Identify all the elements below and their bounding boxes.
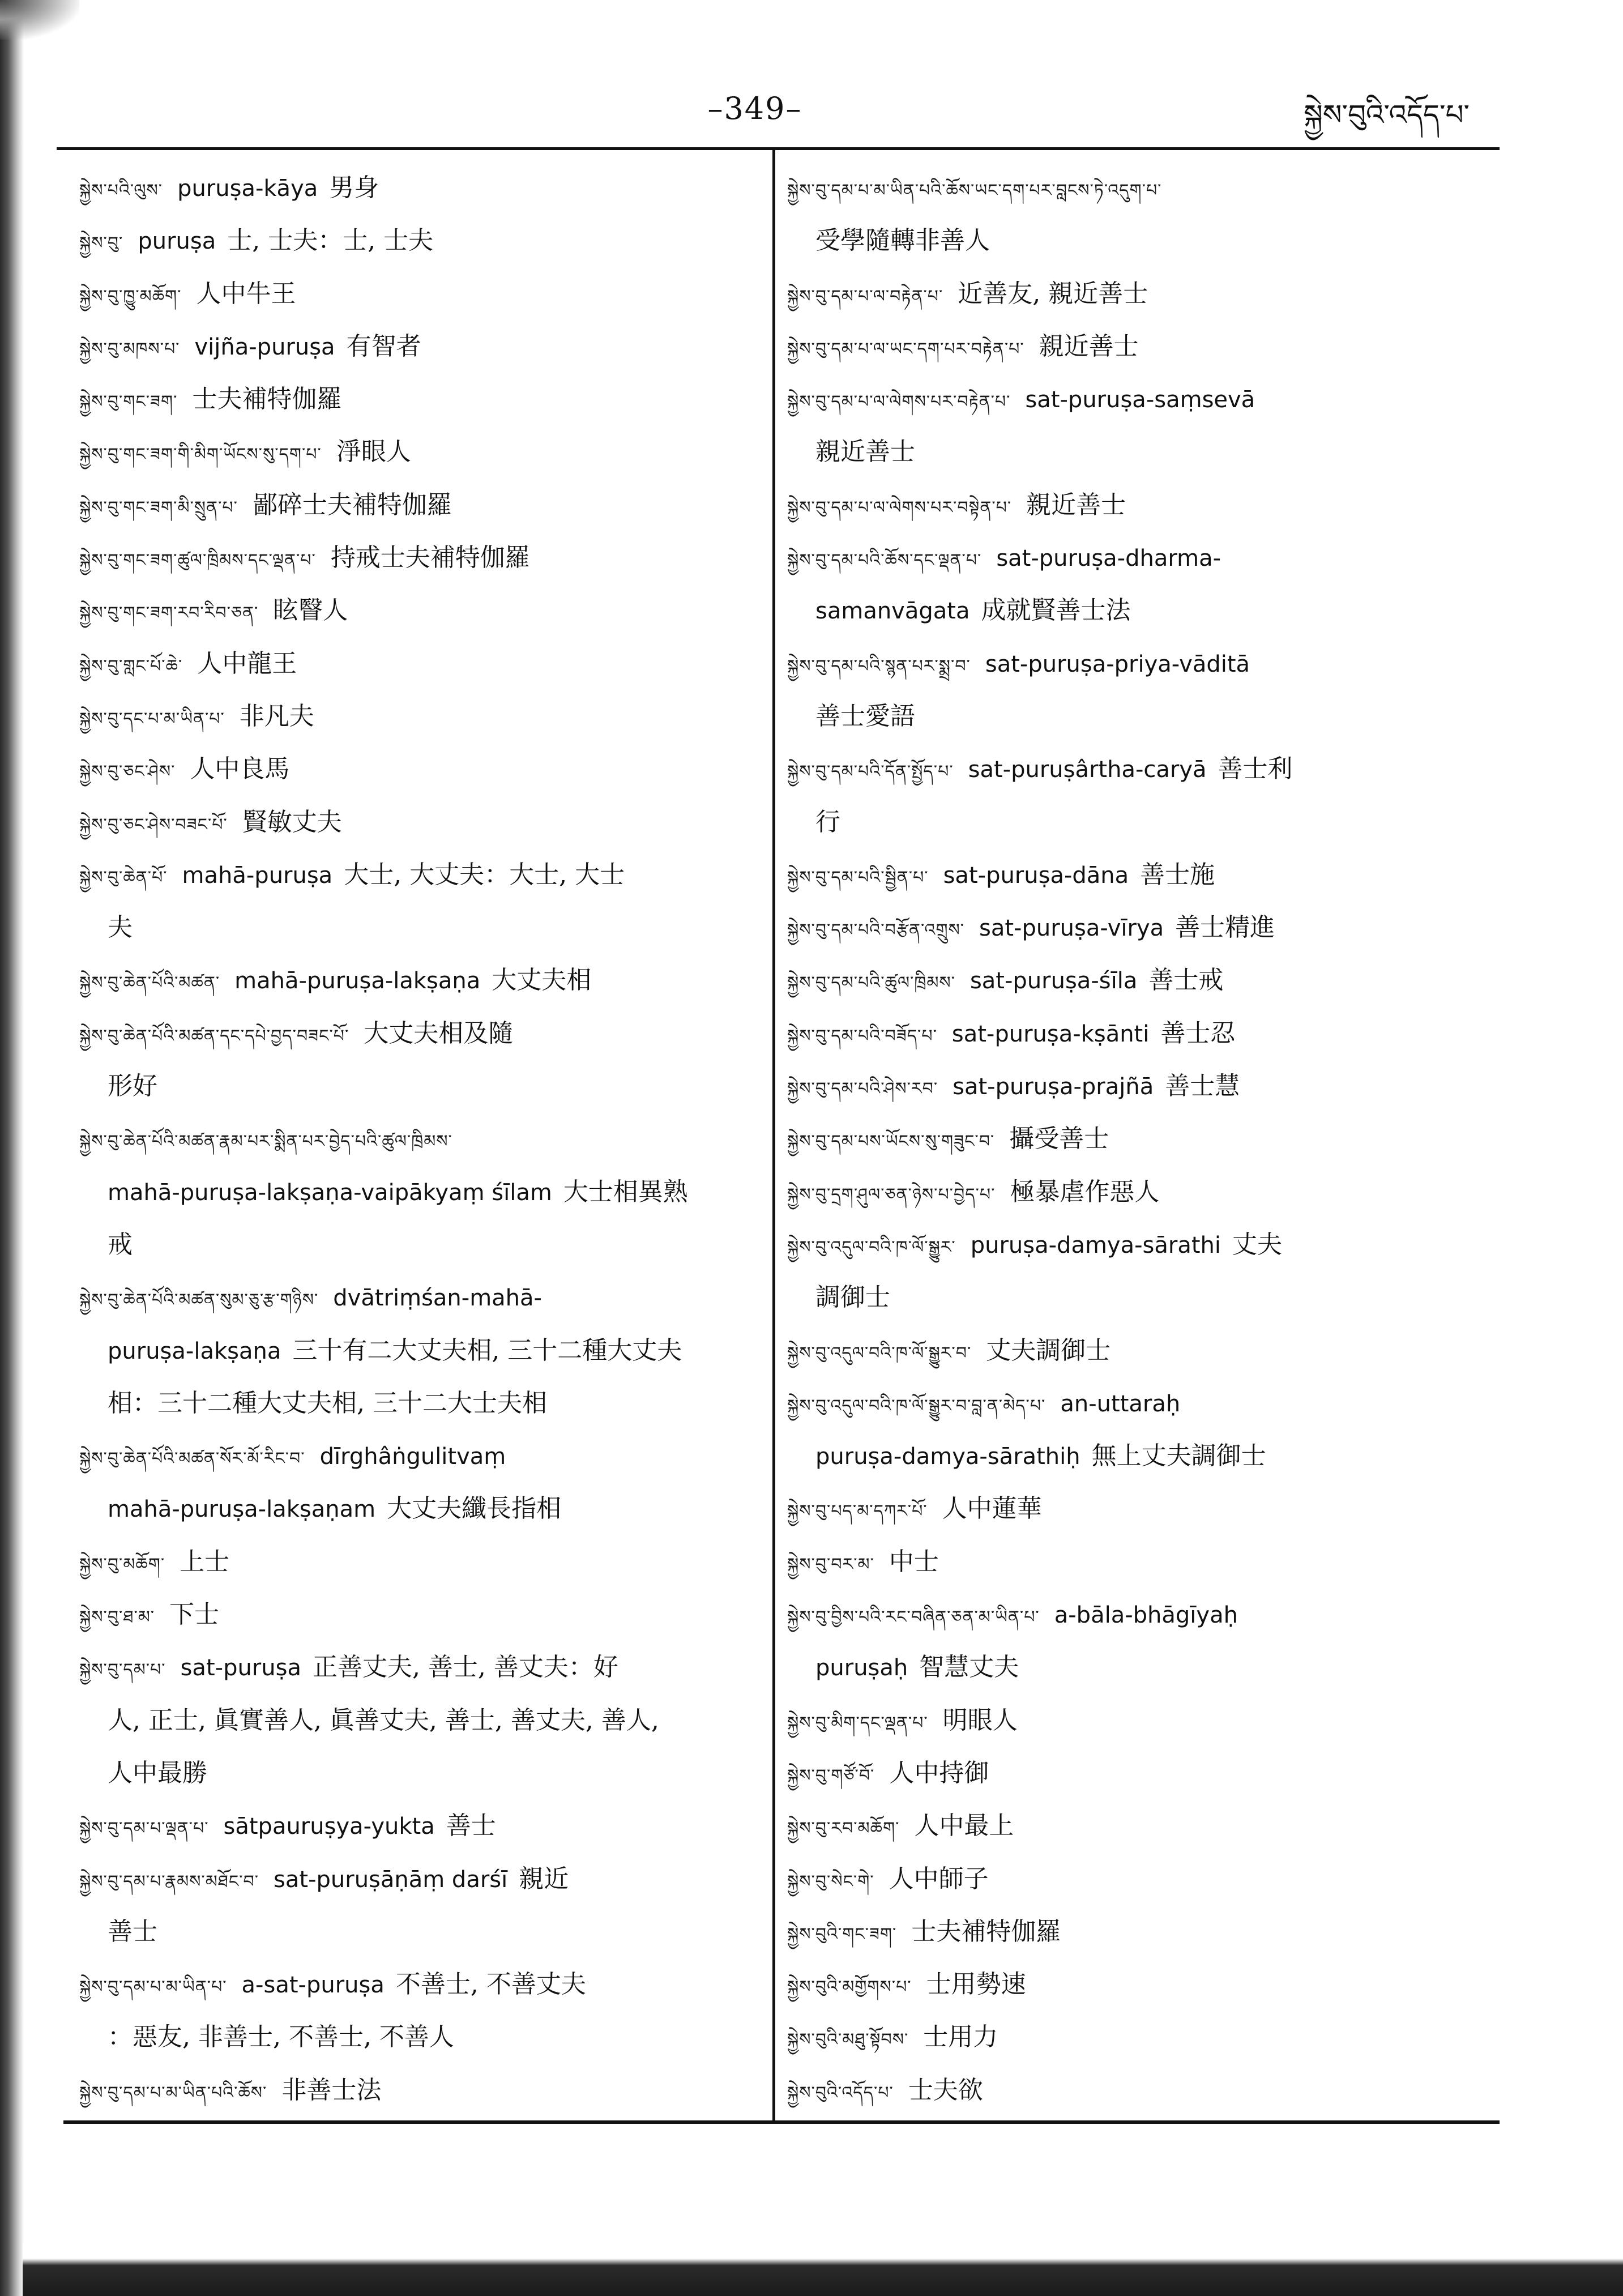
chinese-equivalent: 戒 — [108, 1230, 133, 1259]
chinese-equivalent: 善士 — [108, 1917, 157, 1946]
dictionary-entry — [79, 690, 787, 742]
entry-continuation-line — [79, 1482, 787, 1535]
tibetan-headword: སྐྱེས་བུ་ཆེན་པོའི་མཚན་སོར་མོ་རིང་བ་ — [79, 1449, 305, 1469]
entry-continuation-line — [79, 1060, 787, 1112]
chinese-equivalent: 士夫補特伽羅 — [911, 1917, 1061, 1946]
dictionary-entry — [79, 742, 787, 795]
tibetan-headword: སྐྱེས་བུ་དམ་པ་མ་ཡིན་པའི་ཆོས་ — [79, 2082, 267, 2103]
entry-continuation-line — [79, 1905, 787, 1958]
chinese-equivalent: ：惡友, 非善士, 不善士, 不善人 — [108, 2022, 454, 2052]
tibetan-headword: སྐྱེས་བུ་མཁས་པ་ — [79, 339, 180, 359]
chinese-equivalent: 人中蓮華 — [942, 1494, 1042, 1523]
dictionary-entry — [79, 1271, 787, 1324]
right-column — [787, 161, 1495, 2116]
sanskrit-equivalent: samanvāgata — [815, 598, 970, 625]
sanskrit-equivalent: sātpauruṣya-yukta — [223, 1813, 435, 1840]
sanskrit-equivalent: an-uttaraḥ — [1060, 1390, 1181, 1417]
tibetan-headword: སྐྱེས་བུ་དམ་པའི་ཆོས་དང་ལྡན་པ་ — [787, 550, 982, 571]
entry-continuation-line — [787, 1271, 1495, 1324]
chinese-equivalent: 善士利 — [1218, 754, 1293, 784]
chinese-equivalent: 人中龍王 — [197, 648, 297, 678]
chinese-equivalent: 非善士法 — [281, 2075, 382, 2105]
chinese-equivalent: 淨眼人 — [336, 437, 411, 467]
left-column — [79, 161, 787, 2116]
dictionary-entry — [787, 2011, 1495, 2063]
dictionary-entry — [787, 1166, 1495, 1218]
chinese-equivalent: 親近 — [519, 1864, 569, 1893]
sanskrit-equivalent: sat-puruṣa-priya-vāditā — [985, 651, 1250, 677]
dictionary-entry — [787, 1007, 1495, 1060]
dictionary-entry — [79, 584, 787, 637]
chinese-equivalent: 智慧丈夫 — [919, 1653, 1019, 1682]
tibetan-headword: སྐྱེས་བུ་དྲག་ཤུལ་ཅན་ཉེས་པ་བྱེད་པ་ — [787, 1184, 996, 1205]
dictionary-entry — [79, 1588, 787, 1641]
dictionary-entry — [79, 1535, 787, 1588]
dictionary-entry — [787, 1958, 1495, 2011]
chinese-equivalent: 善士忍 — [1160, 1018, 1236, 1048]
sanskrit-equivalent: sat-puruṣāṇāṃ darśī — [274, 1866, 508, 1893]
sanskrit-equivalent: sat-puruṣa-śīla — [969, 968, 1138, 995]
sanskrit-equivalent: puruṣa-damya-sārathi — [970, 1232, 1221, 1258]
tibetan-headword: སྐྱེས་བུ་ཆེན་པོ་ — [79, 867, 168, 887]
chinese-equivalent: 善士愛語 — [815, 701, 915, 731]
entry-continuation-line — [787, 1429, 1495, 1482]
tibetan-headword: སྐྱེས་བུ་ཆེན་པོའི་མཚན་རྣམ་པར་སྨིན་པར་བྱེད་པའི་ཚུལ་ཁྲིམས་ — [79, 1132, 452, 1152]
tibetan-headword: སྐྱེས་བུ་དམ་པའི་བརྩོན་འགྲུས་ — [787, 920, 964, 941]
tibetan-headword: སྐྱེས་བུ་ཆེན་པོའི་མཚན་ — [79, 973, 220, 993]
tibetan-headword: སྐྱེས་བུ་དམ་པའི་ཚུལ་ཁྲིམས་ — [787, 973, 955, 993]
chinese-equivalent: 士夫補特伽羅 — [192, 385, 342, 414]
entry-continuation-line — [79, 1694, 787, 1747]
tibetan-headword: སྐྱེས་བུ་དམ་པའི་བཟོད་པ་ — [787, 1026, 937, 1046]
dictionary-entry — [79, 1853, 787, 1905]
dictionary-entry — [79, 1799, 787, 1852]
chinese-equivalent: 士用力 — [923, 2022, 998, 2052]
sanskrit-equivalent: sat-puruṣa-prajñā — [953, 1074, 1154, 1100]
entry-continuation-line — [787, 1641, 1495, 1693]
dictionary-entry — [79, 373, 787, 425]
dictionary-entry — [79, 1429, 787, 1482]
entry-continuation-line — [79, 1218, 787, 1271]
entry-continuation-line — [787, 690, 1495, 742]
dictionary-entry — [79, 637, 787, 690]
tibetan-headword: སྐྱེས་བུ་དམ་པ་ལ་བརྟེན་པ་ — [787, 286, 943, 306]
tibetan-headword: སྐྱེས་བུ་དམ་པ་རྣམས་མཐོང་བ་ — [79, 1871, 259, 1892]
chinese-equivalent: 相：三十二種大丈夫相, 三十二大士夫相 — [108, 1388, 547, 1418]
tibetan-headword: སྐྱེས་བུ་ཅང་ཤེས་བཟང་པོ་ — [79, 814, 228, 835]
sanskrit-equivalent: puruṣa-kāya — [177, 176, 318, 202]
chinese-equivalent: 士用勢速 — [926, 1970, 1026, 1999]
tibetan-headword: སྐྱེས་བུ་མིག་དང་ལྡན་པ་ — [787, 1713, 928, 1733]
dictionary-entry — [787, 1588, 1495, 1641]
chinese-equivalent: 男身 — [329, 173, 379, 202]
tibetan-headword: སྐྱེས་བུ་གླང་པོ་ཆེ་ — [79, 656, 183, 676]
dictionary-entry — [79, 531, 787, 584]
tibetan-headword: སྐྱེས་བུའི་མཐུ་སྟོབས་ — [787, 2030, 909, 2050]
chinese-equivalent: 大丈夫相及隨 — [364, 1018, 514, 1048]
dictionary-entry — [787, 954, 1495, 1006]
tibetan-headword: སྐྱེས་བུ་དམ་པའི་ཤེས་རབ་ — [787, 1079, 938, 1099]
tibetan-headword: སྐྱེས་བུ་དམ་པ་ལ་ཡང་དག་པར་བརྟེན་པ་ — [787, 339, 1024, 359]
dictionary-entry — [79, 848, 787, 901]
sanskrit-equivalent: sat-puruṣa-saṃsevā — [1025, 387, 1255, 413]
tibetan-headword: སྐྱེས་བུ་གང་ཟག་ཚུལ་ཁྲིམས་དང་ལྡན་པ་ — [79, 550, 316, 571]
chinese-equivalent: 士, 士夫：士, 士夫 — [227, 226, 434, 255]
dictionary-entry — [787, 531, 1495, 584]
dictionary-entry — [787, 1535, 1495, 1588]
dictionary-entry — [787, 637, 1495, 690]
chinese-equivalent: 夫 — [108, 913, 133, 942]
dictionary-entry — [79, 954, 787, 1006]
tibetan-headword: སྐྱེས་བུའི་མགྱོགས་པ་ — [787, 1977, 912, 1998]
dictionary-entry — [787, 1060, 1495, 1112]
chinese-equivalent: 善士施 — [1140, 860, 1215, 889]
dictionary-entry — [787, 161, 1495, 214]
dictionary-entry — [787, 479, 1495, 531]
chinese-equivalent: 上士 — [180, 1547, 230, 1576]
chinese-equivalent: 善士 — [446, 1811, 496, 1841]
sanskrit-equivalent: mahā-puruṣa-lakṣaṇa — [234, 968, 481, 995]
sanskrit-equivalent: dvātriṃśan-mahā- — [333, 1285, 542, 1312]
sanskrit-equivalent: puruṣa-lakṣaṇa — [108, 1338, 281, 1364]
dictionary-entry — [787, 1799, 1495, 1852]
dictionary-entry — [787, 1747, 1495, 1799]
sanskrit-equivalent: puruṣa-damya-sārathiḥ — [815, 1444, 1080, 1470]
entry-continuation-line — [79, 901, 787, 954]
scan-bottom-edge — [23, 2243, 1623, 2296]
dictionary-entry — [79, 1007, 787, 1060]
chinese-equivalent: 極暴虐作惡人 — [1010, 1177, 1160, 1206]
chinese-equivalent: 成就賢善士法 — [981, 596, 1131, 625]
entry-continuation-line — [787, 796, 1495, 848]
entry-continuation-line — [787, 584, 1495, 637]
dictionary-entry — [79, 214, 787, 267]
tibetan-headword: སྐྱེས་བུ་དམ་པའི་སྙན་པར་སྨྲ་བ་ — [787, 656, 971, 676]
chinese-equivalent: 近善友, 親近善士 — [958, 279, 1148, 308]
tibetan-headword: སྐྱེས་བུ་གང་ཟག་མི་སྲུན་པ་ — [79, 497, 238, 518]
tibetan-headword: སྐྱེས་བུ་ཁྱུ་མཆོག་ — [79, 286, 182, 306]
sanskrit-equivalent: sat-puruṣârtha-caryā — [968, 757, 1207, 783]
entry-continuation-line — [79, 1324, 787, 1377]
entry-continuation-line — [787, 214, 1495, 267]
chinese-equivalent: 善士精進 — [1175, 913, 1275, 942]
sanskrit-equivalent: sat-puruṣa-kṣānti — [951, 1021, 1150, 1047]
sanskrit-equivalent: sat-puruṣa — [180, 1655, 301, 1682]
tibetan-headword: སྐྱེས་བུ་རབ་མཆོག་ — [787, 1819, 900, 1839]
chinese-equivalent: 人中師子 — [889, 1864, 989, 1893]
chinese-equivalent: 非凡夫 — [239, 701, 314, 731]
chinese-equivalent: 攝受善士 — [1009, 1124, 1109, 1154]
sanskrit-equivalent: puruṣa — [138, 228, 216, 255]
sanskrit-equivalent: mahā-puruṣa-lakṣaṇa-vaipākyaṃ śīlam — [108, 1179, 552, 1206]
chinese-equivalent: 眩瞖人 — [273, 596, 348, 625]
tibetan-headword: སྐྱེས་བུའི་གང་ཟག་ — [787, 1924, 897, 1944]
dictionary-entry — [787, 267, 1495, 320]
tibetan-headword: སྐྱེས་བུ་འདུལ་བའི་ཁ་ལོ་སྒྱུར་བ་བླ་ན་མེད་པ་ — [787, 1395, 1046, 1416]
page-number: –349– — [707, 91, 802, 126]
chinese-equivalent: 人中牛王 — [196, 279, 296, 308]
chinese-equivalent: 善士慧 — [1165, 1072, 1240, 1101]
dictionary-entry — [787, 1377, 1495, 1429]
dictionary-entry — [787, 1853, 1495, 1905]
tibetan-headword: སྐྱེས་བུ་འདུལ་བའི་ཁ་ལོ་སྒྱུར་ — [787, 1237, 956, 1257]
chinese-equivalent: 親近善士 — [1026, 490, 1126, 519]
tibetan-headword: སྐྱེས་བུ་པད་མ་དཀར་པོ་ — [787, 1501, 928, 1522]
dictionary-entry — [79, 1641, 787, 1693]
dictionary-entry — [787, 742, 1495, 795]
tibetan-headword: སྐྱེས་བུ་ — [79, 233, 123, 254]
chinese-equivalent: 有智者 — [346, 331, 421, 361]
tibetan-headword: སྐྱེས་བུ་དམ་པས་ཡོངས་སུ་གཟུང་བ་ — [787, 1132, 995, 1152]
sanskrit-equivalent: a-sat-puruṣa — [241, 1972, 385, 1999]
chinese-equivalent: 調御士 — [815, 1283, 890, 1312]
dictionary-entry — [787, 1218, 1495, 1271]
dictionary-entry — [787, 373, 1495, 425]
running-head: སྐྱེས་བུའི་འདོད་པ་ — [1304, 99, 1470, 131]
chinese-equivalent: 下士 — [169, 1600, 220, 1629]
chinese-equivalent: 親近善士 — [1039, 331, 1139, 361]
scan-top-corner-shadow — [0, 0, 79, 40]
header-rule — [57, 147, 1500, 150]
tibetan-headword: སྐྱེས་བུ་དང་པ་མ་ཡིན་པ་ — [79, 709, 225, 729]
dictionary-entry — [787, 1482, 1495, 1535]
dictionary-entry — [79, 479, 787, 531]
sanskrit-equivalent: a-bāla-bhāgīyaḥ — [1054, 1602, 1238, 1629]
dictionary-entry — [787, 1324, 1495, 1377]
chinese-equivalent: 人中最上 — [914, 1811, 1014, 1841]
sanskrit-equivalent: sat-puruṣa-vīrya — [979, 915, 1164, 942]
tibetan-headword: སྐྱེས་བུ་དམ་པའི་དོན་སྤྱོད་པ་ — [787, 762, 954, 782]
chinese-equivalent: 人中持御 — [889, 1758, 989, 1787]
tibetan-headword: སྐྱེས་བུ་དམ་པ་ལྡན་པ་ — [79, 1819, 209, 1839]
chinese-equivalent: 善士戒 — [1148, 966, 1224, 995]
tibetan-headword: སྐྱེས་བུ་གང་ཟག་གི་མིག་ཡོངས་སུ་དག་པ་ — [79, 445, 322, 465]
tibetan-headword: སྐྱེས་བུ་དམ་པ་ལ་ལེགས་པར་བསྟེན་པ་ — [787, 497, 1012, 518]
entry-continuation-line — [79, 1166, 787, 1218]
dictionary-entry — [787, 2064, 1495, 2116]
dictionary-entry — [787, 1112, 1495, 1165]
chinese-equivalent: 行 — [815, 807, 840, 837]
dictionary-entry — [79, 161, 787, 214]
chinese-equivalent: 人中良馬 — [190, 754, 290, 784]
scan-left-edge — [0, 0, 24, 2296]
sanskrit-equivalent: mahā-puruṣa — [182, 862, 333, 889]
entry-continuation-line — [79, 1747, 787, 1799]
dictionary-entry — [79, 1112, 787, 1165]
chinese-equivalent: 明眼人 — [942, 1705, 1018, 1735]
entry-continuation-line — [787, 425, 1495, 478]
dictionary-entry — [787, 320, 1495, 373]
dictionary-entry — [787, 901, 1495, 954]
sanskrit-equivalent: dīrghâṅgulitvaṃ — [319, 1444, 506, 1470]
dictionary-entry — [79, 425, 787, 478]
tibetan-headword: སྐྱེས་བུ་འདུལ་བའི་ཁ་ལོ་སྒྱུར་བ་ — [787, 1343, 972, 1363]
chinese-equivalent: 人中最勝 — [108, 1758, 207, 1787]
sanskrit-equivalent: sat-puruṣa-dāna — [943, 862, 1129, 889]
tibetan-headword: སྐྱེས་བུ་ཆེན་པོའི་མཚན་སུམ་ཅུ་རྩ་གཉིས་ — [79, 1290, 319, 1311]
chinese-equivalent: 三十有二大丈夫相, 三十二種大丈夫 — [292, 1335, 682, 1365]
chinese-equivalent: 士夫欲 — [908, 2075, 983, 2105]
tibetan-headword: སྐྱེས་བུ་མཆོག་ — [79, 1554, 165, 1574]
tibetan-headword: སྐྱེས་བུ་ཆེན་པོའི་མཚན་དང་དཔེ་བྱད་བཟང་པོ་ — [79, 1026, 349, 1046]
chinese-equivalent: 持戒士夫補特伽羅 — [330, 543, 530, 573]
chinese-equivalent: 人, 正士, 眞實善人, 眞善丈夫, 善士, 善丈夫, 善人, — [108, 1705, 659, 1735]
chinese-equivalent: 賢敏丈夫 — [242, 807, 342, 837]
chinese-equivalent: 受學隨轉非善人 — [815, 226, 990, 255]
tibetan-headword: སྐྱེས་བུ་དམ་པ་མ་ཡིན་པ་ — [79, 1977, 227, 1998]
dictionary-entry — [787, 848, 1495, 901]
dictionary-entry — [79, 320, 787, 373]
chinese-equivalent: 丈夫調御士 — [986, 1335, 1111, 1365]
dictionary-entry — [79, 267, 787, 320]
dictionary-entry — [787, 1694, 1495, 1747]
sanskrit-equivalent: puruṣaḥ — [815, 1655, 908, 1682]
chinese-equivalent: 無上丈夫調御士 — [1091, 1441, 1266, 1471]
tibetan-headword: སྐྱེས་བུ་དམ་པ་མ་ཡིན་པའི་ཆོས་ཡང་དག་པར་བླངས་ཏེ་འདུག་པ་ — [787, 181, 1162, 200]
footer-rule — [63, 2120, 1500, 2124]
tibetan-headword: སྐྱེས་པའི་ལུས་ — [79, 181, 163, 200]
entry-continuation-line — [79, 1377, 787, 1429]
tibetan-headword: སྐྱེས་བུ་དམ་པའི་སྦྱིན་པ་ — [787, 867, 929, 887]
chinese-equivalent: 丈夫 — [1232, 1230, 1282, 1259]
chinese-equivalent: 中士 — [889, 1547, 939, 1576]
sanskrit-equivalent: vijña-puruṣa — [194, 334, 335, 360]
chinese-equivalent: 鄙碎士夫補特伽羅 — [252, 490, 452, 519]
chinese-equivalent: 不善士, 不善丈夫 — [395, 1970, 586, 1999]
tibetan-headword: སྐྱེས་བུ་དམ་པ་ — [79, 1660, 166, 1680]
tibetan-headword: སྐྱེས་བུ་གང་ཟག་རབ་རིབ་ཅན་ — [79, 603, 259, 624]
chinese-equivalent: 親近善士 — [815, 437, 915, 467]
chinese-equivalent: 大士, 大丈夫：大士, 大士 — [344, 860, 625, 889]
sanskrit-equivalent: sat-puruṣa-dharma- — [996, 545, 1221, 572]
tibetan-headword: སྐྱེས་བུ་གང་ཟག་ — [79, 392, 178, 412]
dictionary-entry — [787, 1905, 1495, 1958]
tibetan-headword: སྐྱེས་བུ་བར་མ་ — [787, 1554, 874, 1574]
dictionary-entry — [79, 1958, 787, 2011]
tibetan-headword: སྐྱེས་བུ་ཅང་ཤེས་ — [79, 762, 176, 782]
tibetan-headword: སྐྱེས་བུ་བྱིས་པའི་རང་བཞིན་ཅན་མ་ཡིན་པ་ — [787, 1607, 1040, 1628]
chinese-equivalent: 正善丈夫, 善士, 善丈夫：好 — [312, 1653, 618, 1682]
tibetan-headword: སྐྱེས་བུ་དམ་པ་ལ་ལེགས་པར་བརྟེན་པ་ — [787, 392, 1011, 412]
dictionary-entry — [79, 796, 787, 848]
chinese-equivalent: 大士相異熟 — [563, 1177, 688, 1206]
chinese-equivalent: 大丈夫相 — [492, 966, 592, 995]
tibetan-headword: སྐྱེས་བུ་གཙོ་བོ་ — [787, 1765, 875, 1786]
chinese-equivalent: 大丈夫纖長指相 — [387, 1494, 562, 1523]
entry-continuation-line — [79, 2011, 787, 2063]
tibetan-headword: སྐྱེས་བུའི་འདོད་པ་ — [787, 2082, 894, 2103]
sanskrit-equivalent: mahā-puruṣa-lakṣaṇam — [108, 1496, 376, 1523]
tibetan-headword: སྐྱེས་བུ་སེང་གེ་ — [787, 1871, 874, 1892]
chinese-equivalent: 形好 — [108, 1072, 157, 1101]
tibetan-headword: སྐྱེས་བུ་ཐ་མ་ — [79, 1607, 155, 1628]
dictionary-entry — [79, 2064, 787, 2116]
